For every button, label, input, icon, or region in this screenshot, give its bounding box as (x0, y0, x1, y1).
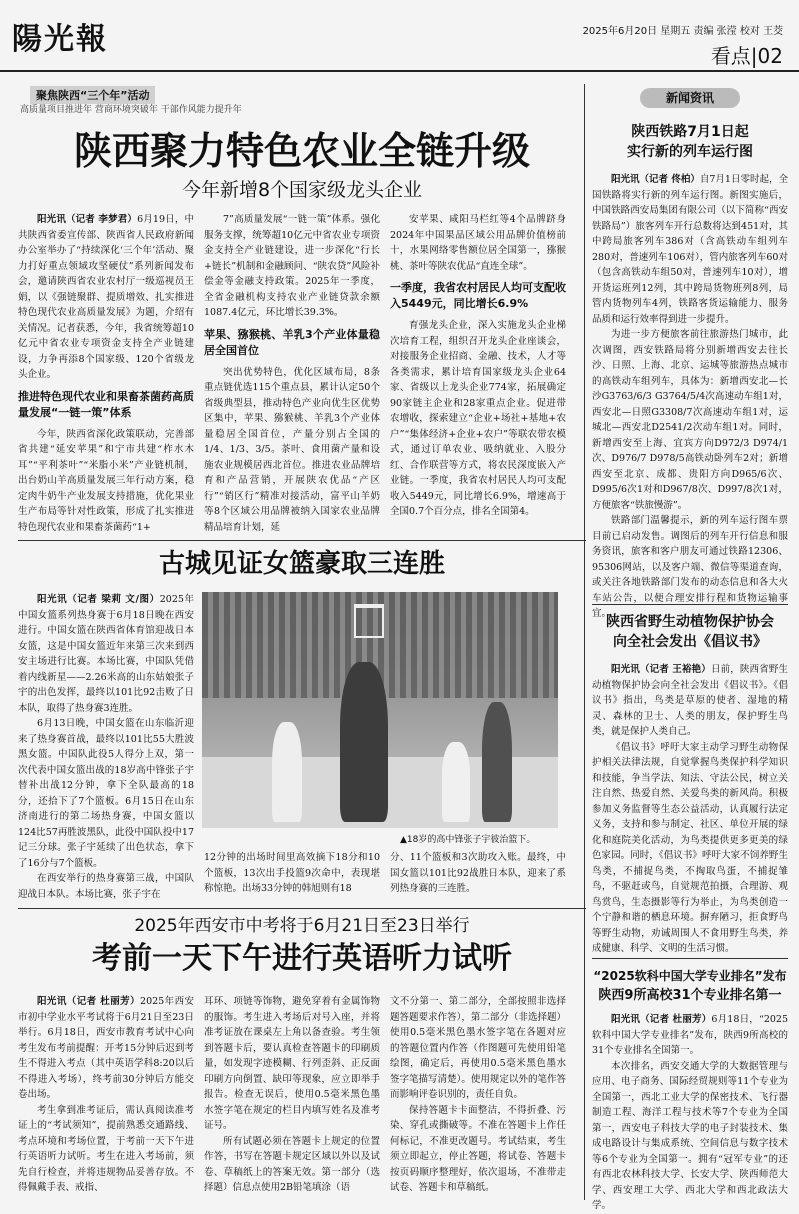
article3-col3-p1: 文不分第一、第二部分，全部按照非选择题答题要求作答），第二部分（非选择题）使用0.5毫米黑色墨水签字笔在各题对应的答题位置内作答（作图题可先使用铅笔绘图，确定后，再使用0.5毫米黑色墨水签字笔描写清楚）。使用规定以外的笔作答而影响评卷识别的，责任自负。 (390, 996, 566, 1100)
column-separator (584, 84, 585, 1200)
article1-col2-p1: 7”高质量发展“一链一策”体系。强化服务支撑，统筹超10亿元中省农业专项资金支持全产业链建设，进一步深化“行长+链长”机制和金融顾问、“陕农贷”风险补偿金等金融支持政策。2025年一季度，全省金融机构支持农业产业链贷款余额1087.4亿元，环比增长39.3%。 (204, 214, 380, 318)
article3-headline: 考前一天下午进行英语听力试听 (92, 941, 512, 976)
photo-player-opponent1 (272, 722, 302, 822)
article3-col2-p1: 耳环、项链等饰物，避免穿着有金属饰物的服饰。考生进入考场后对号入座，并将准考证放在课桌左上角以备查验。考生领到答题卡后，要认真检查答题卡的印刷质量，如发现字迹模糊、行列歪斜、正反面印刷方向倒置、缺印等现象，应立即举手报告。检查无误后，使用0.5毫米黑色墨水签字笔在规定的栏目内填写姓名及准考证号。 (204, 996, 380, 1131)
article1-col2 (204, 212, 380, 532)
right-a2-p2: 《倡议书》呼吁大家主动学习野生动物保护相关法律法规，自觉掌握鸟类保护科学知识和技能，争当学法、知法、守法公民，树立关注自然、热爱自然、关爱鸟类的新风尚。积极参加义务监督等生态公益活动，认真履行法定义务，支持和参与制定、社区、单位开展的绿化和庭院美化活动，为鸟类提供更多更美的绿色家园。同时，《倡议书》呼吁大家不饲养野生鸟类，不捕捉鸟类，不掏取鸟蛋，不捕捉雏鸟，不驱赶或鸟，自觉规范拍摄，合理游、观鸟赏鸟，生态摄影等行为举止，为鸟类创造一个宁静和谐的栖息环境。摒弃陋习，拒食野鸟等野生动物，劝诫周围人不食用野生鸟类，养成健康、科学、文明的生活习惯。 (592, 741, 788, 954)
right-a3-body (592, 1012, 788, 1211)
article1-subheading1: 推进特色现代农业和果畜茶菌药高质量发展“一链一策”体系 (18, 389, 194, 419)
article3-col1-p1: 2025年西安市初中学业水平考试将于6月21日至23日举行。6月18日，西安市教育考试中心向考生发布考前提醒：开考15分钟后迟到考生不得进入考点（其中英语学科8:20以后不得进入考场），终考前30分钟后方能交卷出场。 (18, 996, 194, 1100)
photo-player-teammate (482, 702, 512, 822)
article2-col1 (18, 592, 194, 900)
masthead-logo: 陽光報 (12, 22, 108, 57)
right-a1-body (592, 172, 788, 619)
right-a1-headline2: 实行新的列车运行图 (627, 144, 753, 160)
article2-col3-p1: 分、11个篮板和3次助攻入账。最终，中国女篮以101比92战胜日本队，迎来了系列热身赛的三连胜。 (390, 852, 566, 894)
right-a2-headline1: 陕西省野生动植物保护协会 (606, 614, 774, 630)
right-a3-byline: 阳光讯（记者 杜丽芳） (611, 1014, 712, 1025)
article1-col1 (18, 212, 194, 532)
section-label: 看点|02 (710, 44, 783, 68)
article1-subhead: 今年新增8个国家级龙头企业 (181, 179, 423, 201)
basketball-photo (202, 592, 558, 828)
photo-player-main (340, 662, 388, 822)
article3-col2-p2: 所有试题必须在答题卡上规定的位置作答，书写在答题卡规定区域以外以及试卷、草稿纸上的答案无效。第一部分（选择题）信息点使用2B铅笔填涂（语 (204, 1135, 380, 1193)
right-a3-headline1: “2025软科中国大学专业排名”发布 (593, 969, 787, 983)
divider (18, 908, 586, 909)
article3-byline: 阳光讯（记者 杜丽芳） (37, 996, 141, 1007)
article3-col3 (390, 994, 566, 1200)
article1-col3-p1: 安苹果、咸阳马栏红等4个品牌跻身2024年中国果品区域公用品牌价值榜前十，水果网络零售额位居全国第一，猕猴桃、茶叶等陕农优品“直连全球”。 (390, 214, 566, 272)
right-a2-body (592, 662, 788, 952)
article2-col1-p1: 2025年中国女篮系列热身赛于6月18日晚在西安进行。中国女篮在陕西省体育馆迎战日本女篮，这是中国女篮近年来第三次来到西安主场进行比赛。本场比赛，中国队凭借着内线新星——2.26米高的山东姑娘张子宇的出色发挥，最终以101比92击败了日本队，取得了热身赛3连胜。 (18, 594, 194, 714)
header-rule (0, 70, 799, 72)
article1-byline: 阳光讯（记者 李梦君） (37, 214, 138, 225)
article3-col2 (204, 994, 380, 1200)
article2-col2 (204, 850, 380, 898)
page-header (0, 0, 799, 78)
article1-col3 (390, 212, 566, 532)
article3-col1-p2: 考生拿到准考证后，需认真阅读准考证上的“考试须知”，提前熟悉交通路线、考点环境和考场位置，于考前一天下午进行英语听力试听。考生在进入考场前，须先自行检查，并将违规物品妥善存放。不得佩戴手表、戒指、 (18, 1104, 194, 1193)
right-a2-byline: 阳光讯（记者 王裕艳） (611, 664, 711, 675)
right-a3-p2: 本次排名，西安交通大学的大数据管理与应用、电子商务、国际经贸规则等11个专业为全国第一，西北工业大学的保密技术、飞行器制造工程、海洋工程与技术等7个专业为全国第一，西安电子科技大学的电子封装技术、集成电路设计与集成系统、空间信息与数字技术等6个专业为全国第一。拥有“冠军专业”的还有西北农林科技大学、长安大学、陕西师范大学、西安理工大学、西北大学和西北政法大学。 (592, 1060, 788, 1211)
article1-subheading3: 一季度，我省农村居民人均可支配收入5449元，同比增长6.9% (390, 281, 566, 310)
article2-byline: 阳光讯（记者 梁莉 文/图） (37, 594, 160, 605)
article1-col2-p2: 突出优势特色，优化区域布局，8条重点链优选115个重点县，累计认定50个省级典型县，推动特色产业向优生区优势区集中，苹果、猕猴桃、羊乳3个产业体量稳居全国首位，产量分别占全国的1/4、1/3、3/5。茶叶、食用菌产量和设施农业规模居西北首位。推进农业品牌培育和产品营销，开展陕农优品“产区行”“销区行”精准对接活动，富平山羊奶等8个区域公用品牌被纳入国家农业品牌精品培育计划，延 (204, 366, 380, 533)
basketball-hoop (354, 604, 384, 638)
divider (592, 604, 788, 605)
right-a1-p3: 铁路部门温馨提示，新的列车运行图车票目前已启动发售。调图后的列车开行信息和服务资讯，旅客和客户朋友可通过铁路12306、95306网站，以及客户端、微信等渠道查询，或关注各地铁路部门发布的动态信息和各大火车站公告，以便合理安排行程和货物运输事宜。 (592, 515, 788, 619)
photo-player-opponent2 (442, 742, 470, 822)
article1-headline: 陕西聚力特色农业全链升级 (73, 129, 530, 173)
article3-col3-p2: 保持答题卡卡面整洁，不得折叠、污染、穿孔或撕破等。不准在答题卡上作任何标记，不准更改题号。考试结束，考生须立即起立，停止答题，将试卷、答题卡按页码顺序整理好，依次退场，不准带走试卷、答题卡和草稿纸。 (390, 1104, 566, 1193)
right-a1-headline1: 陕西铁路7月1日起 (631, 124, 749, 140)
photo-caption: ▲18岁的高中锋张子宇彼治篮下。 (400, 835, 536, 845)
article2-col1-p2: 6月13日晚，中国女篮在山东临沂迎来了热身赛首战，最终以101比55大胜波黑女篮。中国队此役5人得分上双，第一次代表中国女篮出战的18岁高中锋张子宇替补出战12分钟，拿下全队最高的18分，还拾下了7个篮板。6月15日在山东济南进行的第二场热身赛，中国女篮以124比57再胜波黑队，此役中国队投中17记三分球。张子宇延续了出色状态，拿下了16分与7个篮板。 (18, 718, 194, 869)
article1-col3-p2: 育强龙头企业，深入实施龙头企业梯次培育工程，组织召开龙头企业座谈会，对接服务企业招商、金融、技术，人才等各类需求，累计培育国家级龙头企业64家、省级以上龙头企业774家，拓展确定90家链主企业和28家重点企业。促进带农增收，探索建立“企业+场社+基地+农户”“集体经济+企业+农户”等联农带农模式，通过订单农业、吸纳就业、入股分红、合作联营等方式，将农民深度嵌入产业链。一季度，我省农村居民人均可支配收入5449元，同比增长6.9%，增速高于全国0.7个百分点，排名全国第4。 (390, 320, 566, 517)
divider (592, 958, 788, 959)
campaign-banner (18, 84, 598, 116)
article2-col1-p3: 在西安举行的热身赛第三战，中国队迎战日本队。本场比赛，张子宇在 (18, 873, 194, 900)
article2-col2-p1: 12分钟的出场时间里高效摘下18分和10个篮板，13次出手投篮9次命中，表现堪称惊艳。出场33分钟的韩旭则有18 (204, 852, 380, 894)
article1-subheading2: 苹果、猕猴桃、羊乳3个产业体量稳居全国首位 (204, 327, 380, 357)
article2-headline: 古城见证女篮豪取三连胜 (158, 549, 445, 579)
right-a2-headline2: 向全社会发出《倡议书》 (613, 634, 767, 650)
article1-col1-p1: 6月19日，中共陕西省委宣传部、陕西省人民政府新闻办公室举办了“持续深化‘三个年’活动、聚力打好重点领域攻坚硬仗”系列新闻发布会，邀请陕西省农业农村厅一级巡视员王娟，以《强链聚群、提质增效、扎实推进特色现代农业高质量发展》为题，介绍有关情况。记者获悉，今年，我省统筹超10亿元中省农业专项资金支持全产业链建设，力争再添8个国家级、120个省级龙头企业。 (18, 214, 194, 380)
news-section-tag: 新闻资讯 (640, 88, 740, 108)
article3-col1 (18, 994, 194, 1200)
article3-kicker: 2025年西安市中考将于6月21日至23日举行 (134, 916, 470, 936)
right-a3-p1: 6月18日，“2025软科中国大学专业排名”发布，陕西9所高校的31个专业排名全国第一。 (592, 1014, 788, 1056)
right-a3-headline2: 陕西9所高校31个专业排名第一 (598, 988, 782, 1003)
right-a2-p1: 日前，陕西省野生动植物保护协会向全社会发出《倡议书》。《倡议书》指出，鸟类是草原的使者、湿地的精灵、森林的卫士、人类的朋友，保护野生鸟类，就是保护人类自己。 (592, 664, 788, 737)
divider (18, 540, 586, 541)
dateline: 2025年6月20日 星期五 责编 张滢 校对 王茭 (582, 26, 783, 37)
right-a1-p1: 自7月1日零时起，全国铁路将实行新的列车运行图。新图实施后，中国铁路西安局集团有限公司（以下简称“西安铁路局”）旅客列车开行总数将达到451对，其中跨局旅客列车386对（含高铁动车组列车280对，普速列车106对），管内旅客列车60对（包含高铁动车组50对，普速列车10对），增开货运班列12列，其中跨局货物班列8列，局管内货物列车4列，铁路客货运输能力、服务品质和运行效率得到进一步提升。 (592, 174, 788, 325)
banner-title: 聚焦陕西“三个年”活动 (30, 86, 155, 104)
article1-col1-p2: 今年，陕西省深化政策联动，完善部省共建“延安苹果”和宁市共建“柞水木耳”“平利茶叶”“米脂小米”产业链机制，出台奶山羊高质量发展三年行动方案，稳定肉牛奶牛产业发展支持措施，优化果业生产布局等针对性政策，形成了扎实推进特色现代农业和果畜茶菌药“1+ (18, 428, 194, 533)
article2-col3 (390, 850, 566, 898)
right-a1-p2: 为进一步方便旅客前往旅游热门城市，此次调图，西安铁路局将分别新增西安去往长沙、日照、上海、北京、运城等旅游热点城市的高铁动车组列车，具体为：新增西安北—长沙G3763/6/3 G3764/5/4次高速动车组1对，西安北—日照G3308/7次高速动车组1对，运城北—西安北D2541/2次动车组1对。同时，新增西安至上海、宜宾方向D972/3 D974/1次、D976/7 D978/5高铁动卧列车2对；新增西安至北京、成都、贵阳方向D965/6次、D995/6次1对和D967/8次、D997/8次1对，方便旅客“铁旅慢游”。 (592, 329, 788, 511)
right-a1-byline: 阳光讯（记者 佟柏） (611, 174, 700, 185)
banner-subtitle: 高质量项目推进年 营商环境突破年 干部作风能力提升年 (20, 105, 242, 115)
